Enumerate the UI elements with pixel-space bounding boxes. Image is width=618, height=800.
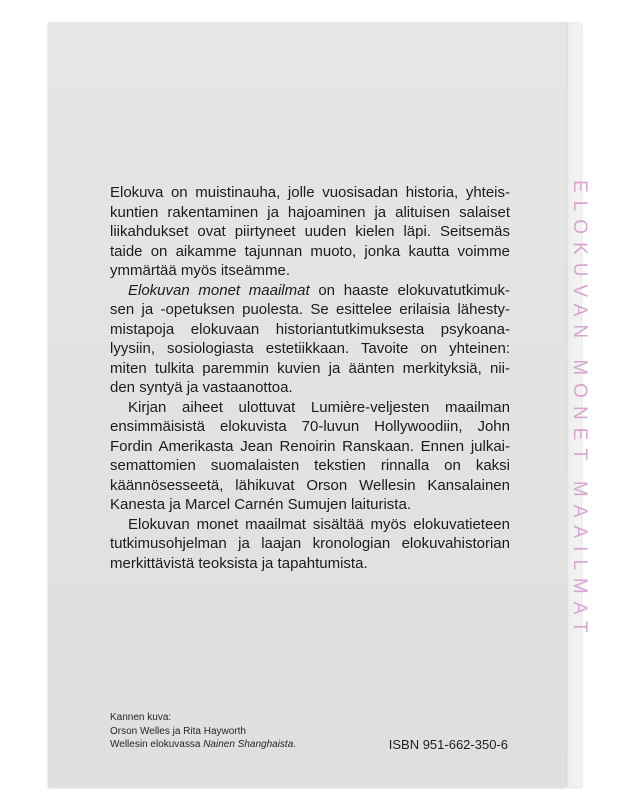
cover-image-caption [110,711,296,752]
text-line: merkittävistä teoksista ja tapahtumista. [110,554,368,572]
text-line: lyysiin, sosiologiasta estetiikkaan. Tavoite on yhteinen: [110,340,510,357]
isbn-number: ISBN 951-662-350-6 [388,737,508,752]
text-line: Kanesta ja Marcel Carnén Sumujen laiturista. [110,496,411,513]
caption-label: Kannen kuva: [110,712,172,723]
text-line: den syntyä ja vastaanottoa. [110,379,293,396]
paragraph [110,281,510,398]
spine-title: ELOKUVAN MONET MAAILMAT [569,180,590,641]
paragraph [110,183,510,281]
text-segment: on haaste elokuvatutkimuk- [309,281,510,299]
text-line: Elokuvan monet maailmat sisältää myös elokuvatieteen [128,515,510,533]
text-line: ymmärtää myös itseämme. [110,262,291,279]
text-line: Fordin Amerikasta Jean Renoirin Ranskaan. Ennen julkai- [110,437,510,455]
text-line: taide on aikamme tajunnan muoto, jonka kautta voimme [110,242,510,260]
caption-line: Orson Welles ja Rita Hayworth [110,725,246,737]
paragraph [110,515,510,574]
text-line: miten tulkita paremmin kuvien ja äänten merkityksiä, nii- [110,359,510,377]
text-line: tutkimusohjelman ja laajan kronologian elokuvahistorian [110,535,510,552]
text-line: sen ja -opetuksen puolesta. Se esittelee erilaisia lähesty- [110,301,510,318]
paragraph [110,398,510,515]
text-line [110,281,510,301]
text-line: Elokuva on muistinauha, jolle vuosisadan historia, yhteis- [110,184,510,201]
caption-line [110,738,296,752]
text-line: mistapoja elokuvaan historiantutkimuksesta psykoana- [110,320,510,338]
text-line: semattomien suomalaisten tekstien rinnalla on kaksi [110,457,510,474]
text-line: ensimmäisistä elokuvista 70-luvun Hollywoodiin, John [110,418,510,435]
caption-text: . [293,739,297,750]
caption-film-title: Nainen Shanghaista [203,739,294,750]
text-line: liikahdukset ovat piirtyneet uuden kielen läpi. Seitsemäs [110,223,510,240]
text-line: Kirjan aiheet ulottuvat Lumière-veljesten maailman [128,398,510,416]
back-cover-blurb [110,183,510,573]
text-line: kuntien rakentaminen ja hajoaminen ja alituisen salaiset [110,203,510,221]
text-line: käännösesseetä, lähikuvat Orson Wellesin Kansalainen [110,476,510,494]
book-spine [566,22,590,787]
caption-text: Wellesin elokuvassa [110,739,204,750]
book-title-italic: Elokuvan monet maailmat [128,281,310,299]
